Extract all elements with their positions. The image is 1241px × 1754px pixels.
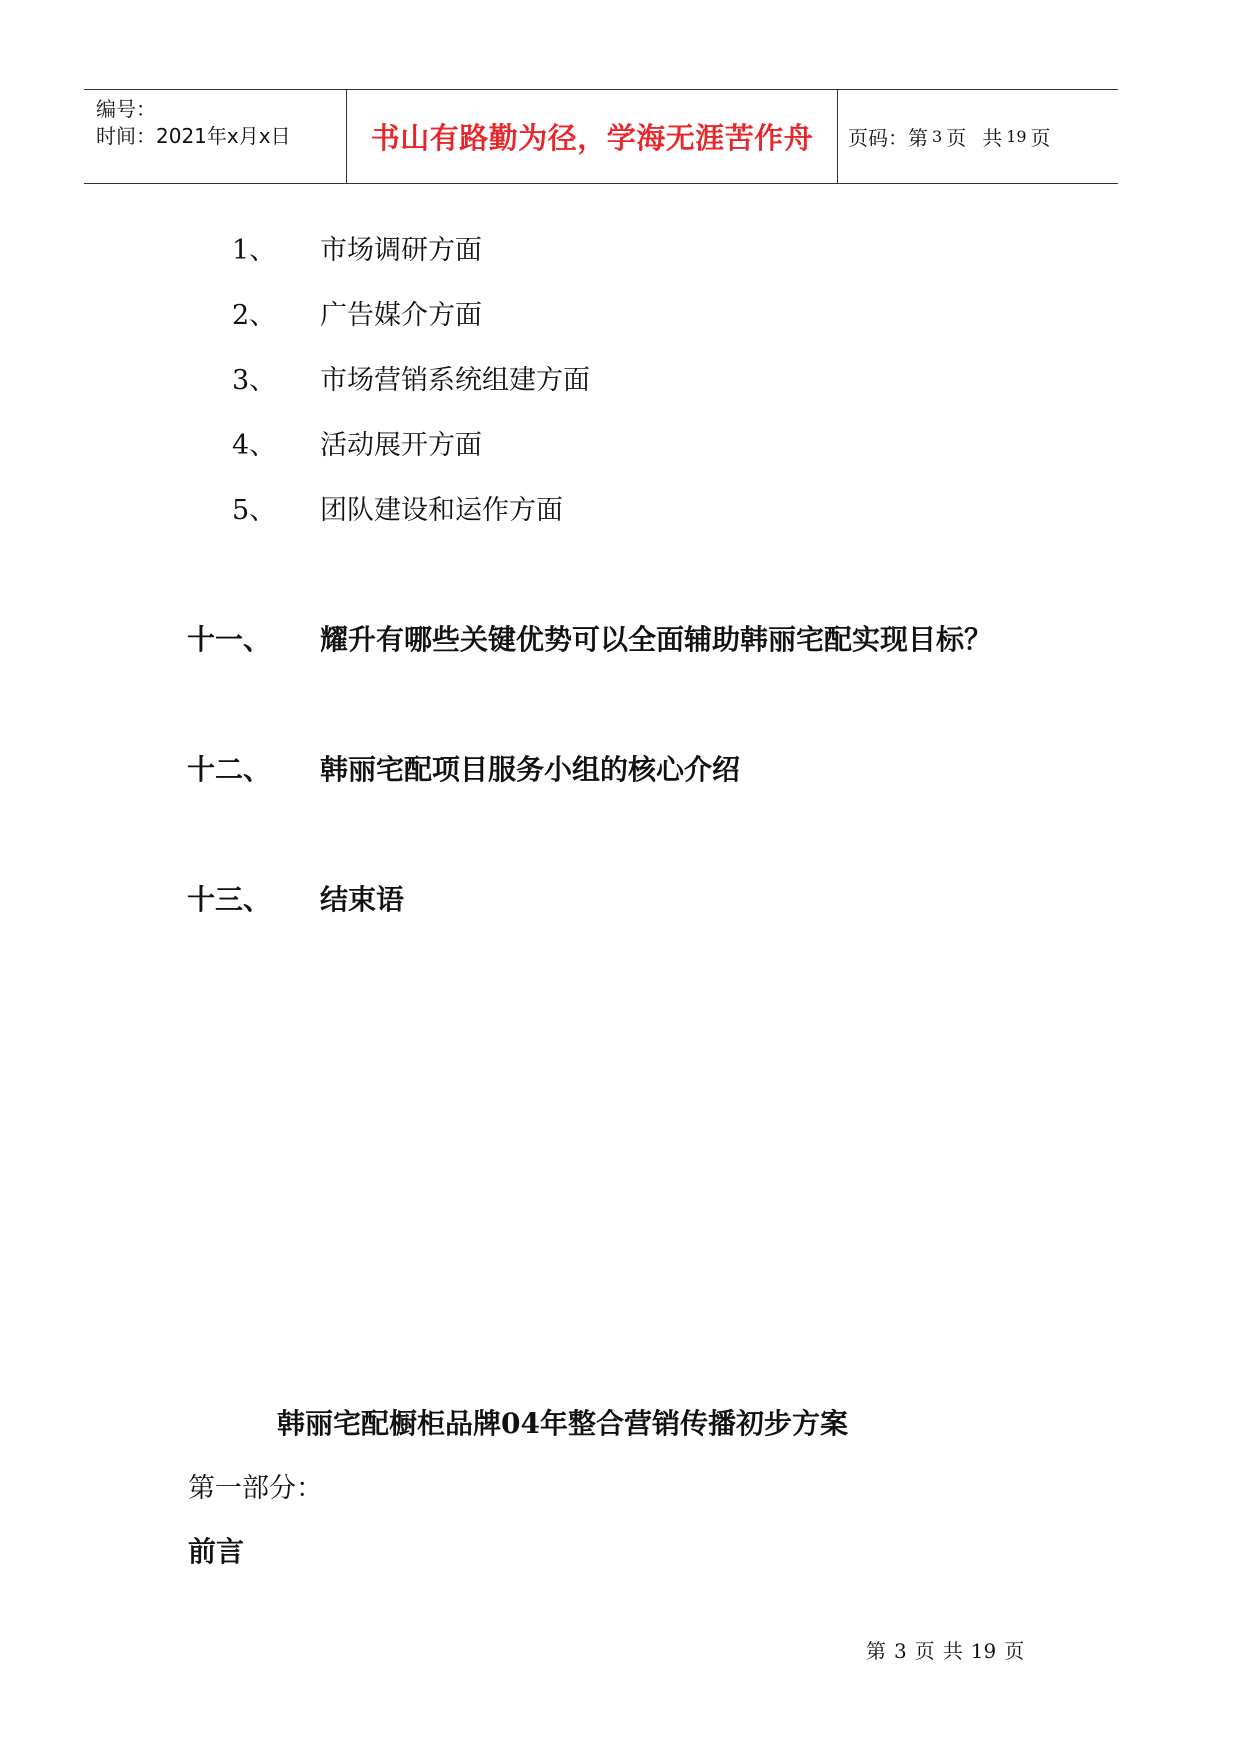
list-item-number: 2、 [232,300,277,331]
list-item-text: 广告媒介方面 [320,300,482,331]
header-page-total-label: 共 [982,126,1003,150]
footer-unit: 页 [914,1639,935,1663]
header-page-cell [838,90,1118,183]
header-page-current: 3 [932,127,943,146]
list-item-text: 市场调研方面 [320,235,482,266]
page-footer [866,1635,1032,1664]
header-motto: 书山有路勤为径，学海无涯苦作舟 [370,121,814,155]
list-item-text: 市场营销系统组建方面 [320,365,590,396]
header-page-total-unit: 页 [1030,126,1051,150]
footer-total-label: 共 [942,1639,963,1663]
list-item-text: 团队建设和运作方面 [320,495,563,526]
part-label: 第一部分： [188,1473,323,1504]
header-page-label: 页码：第 [848,126,928,150]
document-title: 韩丽宅配橱柜品牌04年整合营销传播初步方案 [277,1407,848,1440]
list-item-number: 3、 [232,365,277,396]
section-title: 耀升有哪些关键优势可以全面辅助韩丽宅配实现目标？ [320,623,993,656]
footer-total-unit: 页 [1004,1639,1025,1663]
list-item-text: 活动展开方面 [320,430,482,461]
list-item-number: 5、 [232,495,277,526]
preface-heading: 前言 [188,1535,245,1568]
header-page-unit: 页 [946,126,967,150]
section-title: 韩丽宅配项目服务小组的核心介绍 [320,753,741,786]
header-time-label: 时间：2021年x月x日 [96,124,291,148]
header-number-label: 编号： [96,97,156,121]
footer-current: 3 [894,1639,907,1663]
section-number: 十三、 [187,883,272,916]
header-motto-cell [347,90,838,183]
footer-total: 19 [970,1639,997,1663]
page-header [84,89,1118,184]
header-page-total: 19 [1006,127,1027,146]
section-number: 十二、 [187,753,272,786]
list-item-number: 1、 [232,235,277,266]
footer-prefix: 第 [866,1639,886,1663]
header-meta-cell [84,90,347,183]
list-item-number: 4、 [232,430,277,461]
section-title: 结束语 [320,883,405,916]
section-number: 十一、 [187,623,272,656]
